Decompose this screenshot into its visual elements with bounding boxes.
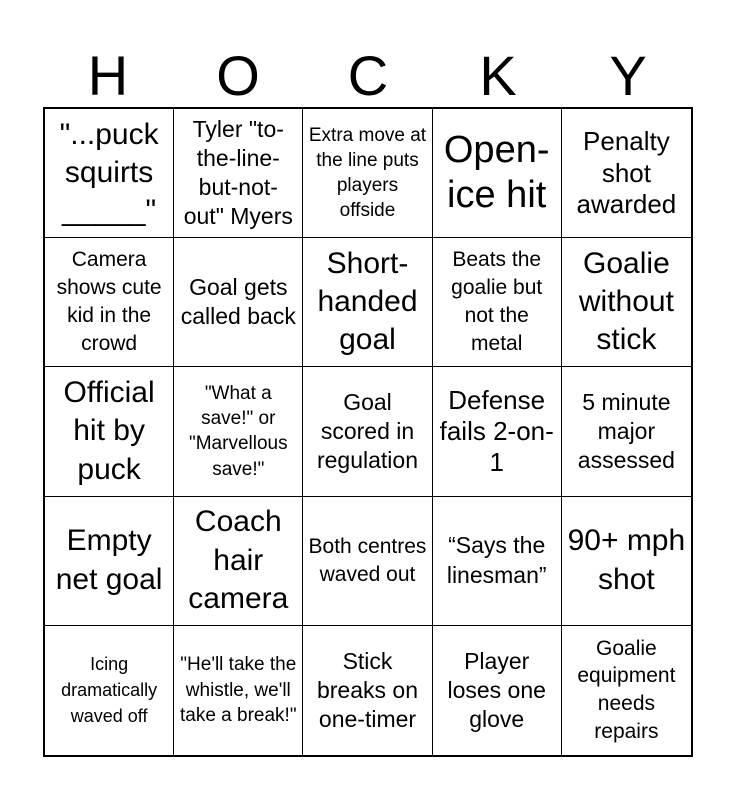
bingo-cell-r4-c5[interactable]: 90+ mph shot (562, 497, 691, 626)
bingo-cell-r3-c1[interactable]: Official hit by puck (45, 367, 174, 496)
bingo-cell-r4-c4[interactable]: “Says the linesman” (433, 497, 562, 626)
bingo-cell-r5-c2[interactable]: "He'll take the whistle, we'll take a break!" (174, 626, 303, 755)
bingo-cell-r2-c4[interactable]: Beats the goalie but not the metal (433, 238, 562, 367)
header-letter-c: C (347, 44, 389, 107)
bingo-header (43, 44, 693, 108)
header-letter-k: K (479, 44, 517, 107)
bingo-cell-r3-c3[interactable]: Goal scored in regulation (303, 367, 432, 496)
bingo-cell-r2-c3[interactable]: Short-handed goal (303, 238, 432, 367)
bingo-cell-r4-c2[interactable]: Coach hair camera (174, 497, 303, 626)
bingo-cell-r2-c1[interactable]: Camera shows cute kid in the crowd (45, 238, 174, 367)
bingo-cell-r1-c2[interactable]: Tyler "to-the-line-but-not-out" Myers (174, 109, 303, 238)
bingo-cell-r5-c4[interactable]: Player loses one glove (433, 626, 562, 755)
bingo-cell-r1-c5[interactable]: Penalty shot awarded (562, 109, 691, 238)
bingo-cell-r4-c3[interactable]: Both centres waved out (303, 497, 432, 626)
bingo-cell-r1-c1[interactable]: "...puck squirts _____" (45, 109, 174, 238)
header-letter-h: H (87, 44, 129, 107)
bingo-cell-r1-c4[interactable]: Open-ice hit (433, 109, 562, 238)
bingo-cell-r1-c3[interactable]: Extra move at the line puts players offside (303, 109, 432, 238)
bingo-cell-r5-c5[interactable]: Goalie equipment needs repairs (577, 636, 676, 744)
bingo-cell-r2-c2[interactable]: Goal gets called back (174, 238, 303, 367)
bingo-cell-r3-c4[interactable]: Defense fails 2-on-1 (433, 367, 562, 496)
bingo-cell-r5-c1[interactable]: Icing dramatically waved off (45, 626, 174, 755)
bingo-cell-r4-c1[interactable]: Empty net goal (45, 497, 174, 626)
header-letter-y: Y (609, 44, 647, 107)
bingo-board (43, 107, 693, 757)
bingo-cell-r3-c5[interactable]: 5 minute major assessed (562, 367, 691, 496)
bingo-cell-r2-c5[interactable]: Goalie without stick (562, 238, 691, 367)
header-letter-o: O (216, 44, 260, 107)
bingo-cell-r5-c3[interactable]: Stick breaks on one-timer (303, 626, 432, 755)
bingo-cell-r3-c2[interactable]: "What a save!" or "Marvellous save!" (174, 367, 303, 496)
